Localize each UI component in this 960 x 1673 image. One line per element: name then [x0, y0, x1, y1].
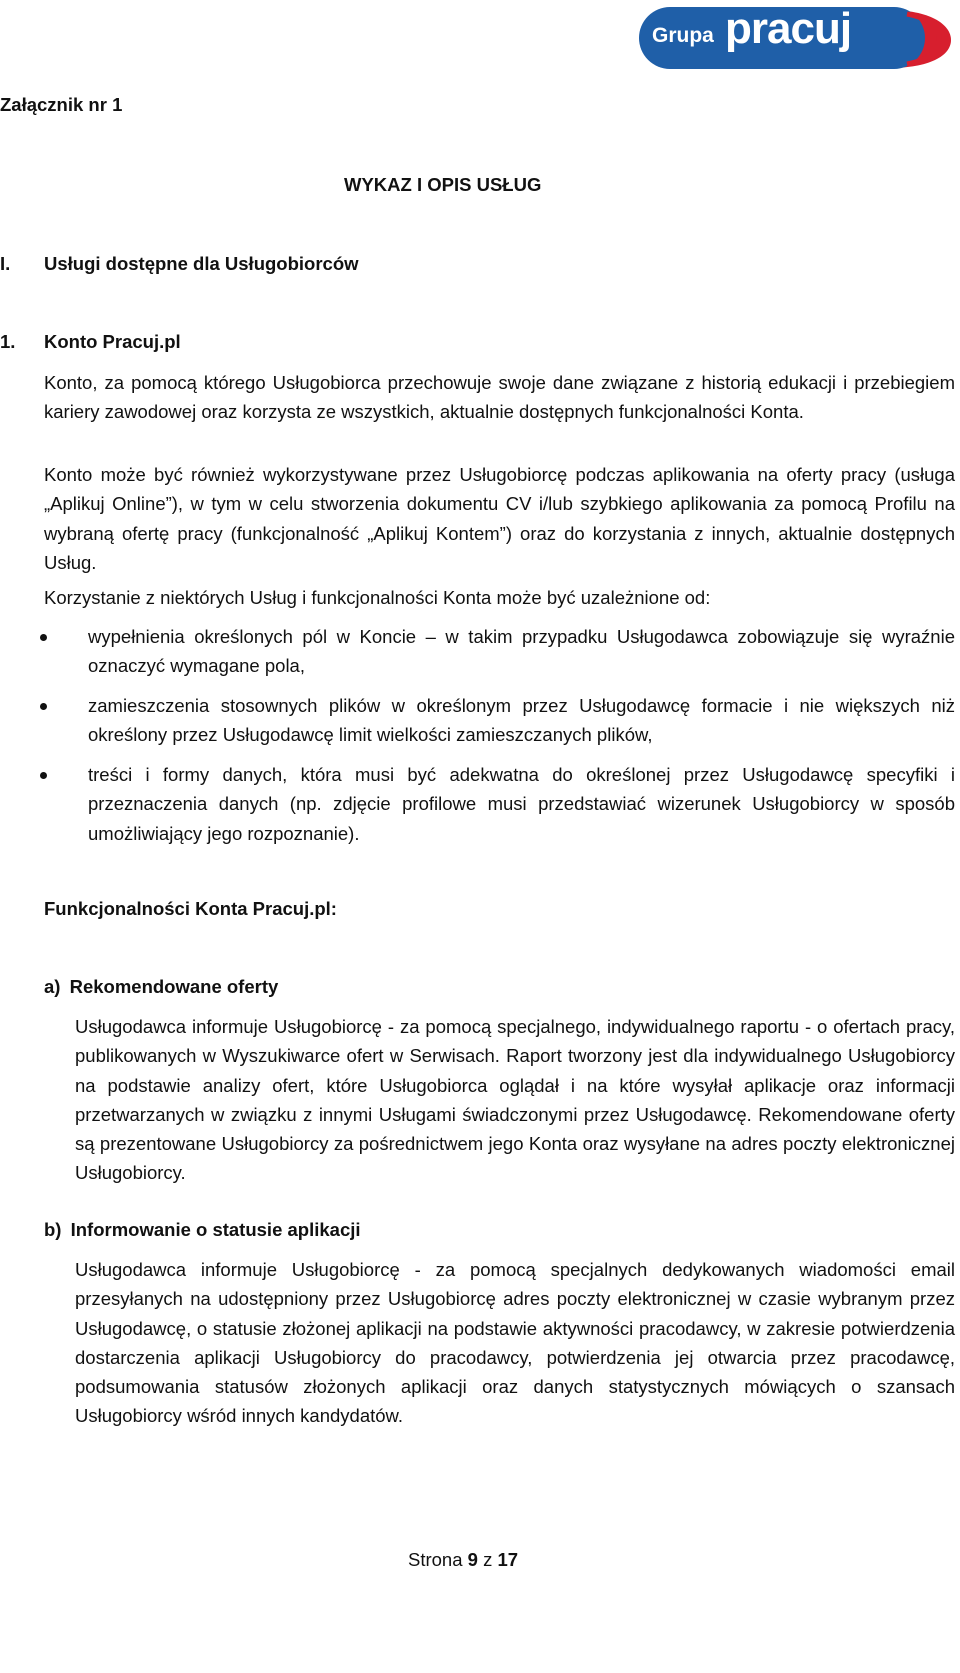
attachment-label: Załącznik nr 1 — [0, 94, 123, 115]
paragraph-dependency-intro: Korzystanie z niektórych Usług i funkcjonalności Konta może być uzależnione od: — [44, 587, 711, 608]
feature-b-label: b) — [44, 1219, 62, 1240]
paragraph-konto-usage: Konto może być również wykorzystywane przez Usługobiorcę podczas aplikowania na oferty pracy (usługa „Aplikuj Online”), w tym w celu stworzenia dokumentu CV i/lub szybkiego aplikowania za pomocą Profilu na wybraną ofertę pracy (funkcjonalność „Aplikuj Kontem”) oraz do korzystania z innych, aktualnie dostępnych Usług. — [44, 464, 955, 573]
section-title: Usługi dostępne dla Usługobiorców — [44, 253, 359, 274]
feature-a-title: Rekomendowane oferty — [69, 976, 279, 997]
page-total: 17 — [497, 1549, 519, 1570]
logo-word-grupa: Grupa — [652, 24, 714, 47]
page-prefix: Strona — [408, 1549, 463, 1570]
section-heading — [0, 253, 359, 275]
section-number: I. — [0, 253, 11, 274]
item-number: 1. — [0, 331, 16, 352]
document-title: WYKAZ I OPIS USŁUG — [344, 174, 542, 195]
bullet-icon — [40, 703, 47, 710]
feature-a-heading — [44, 976, 278, 998]
feature-a-label: a) — [44, 976, 61, 997]
feature-b-heading — [44, 1219, 361, 1241]
page-number — [408, 1549, 518, 1571]
logo-word-pracuj: pracuj — [725, 4, 852, 53]
page-separator: z — [483, 1549, 493, 1570]
item-heading — [0, 331, 181, 353]
feature-a-text: Usługodawca informuje Usługobiorcę - za pomocą specjalnego, indywidualnego raportu - o ofertach pracy, publikowanych w Wyszukiwarce ofert w Serwisach. Raport tworzony jest dla indywidualnego Usługobiorcy na podstawie analizy ofert, które Usługobiorca oglądał i na które wysyłał aplikacje oraz informacji przetwarzanych w związku z innymi Usługami świadczonymi przez Usługodawcę. Rekomendowane oferty są prezentowane Usługobiorcy za pośrednictwem jego Konta oraz wysyłane na adres poczty elektronicznej Usługobiorcy. — [75, 1016, 955, 1184]
feature-b-text: Usługodawca informuje Usługobiorcę - za pomocą specjalnych dedykowanych wiadomości email przesyłanych na udostępniony przez Usługobiorcę adres poczty elektronicznej w czasie wybranym przez Usługodawcę, o statusie złożonej aplikacji na podstawie aktywności pracodawcy, w zakresie potwierdzenia dostarczenia aplikacji Usługobiorcy do pracodawcy, potwierdzenia jej otwarcia przez pracodawcę, podsumowania statusów złożonych aplikacji oraz danych statystycznych mówiących o szansach Usługobiorcy wśród innych kandydatów. — [75, 1259, 955, 1427]
bullet-text: wypełnienia określonych pól w Koncie – w takim przypadku Usługodawca zobowiązuje się wyraźnie oznaczyć wymagane pola, — [88, 626, 955, 677]
features-heading: Funkcjonalności Konta Pracuj.pl: — [44, 898, 337, 919]
bullet-icon — [40, 772, 47, 779]
paragraph-konto-description: Konto, za pomocą którego Usługobiorca przechowuje swoje dane związane z historią edukacji i przebiegiem kariery zawodowej oraz korzysta ze wszystkich, aktualnie dostępnych funkcjonalności Konta. — [44, 372, 955, 423]
item-title: Konto Pracuj.pl — [44, 331, 181, 352]
bullet-text: zamieszczenia stosownych plików w określonym przez Usługodawcę formacie i nie większych niż określony przez Usługodawcę limit wielkości zamieszczanych plików, — [88, 695, 955, 746]
bullet-icon — [40, 634, 47, 641]
bullet-text: treści i formy danych, która musi być adekwatna do określonej przez Usługodawcę specyfiki i przeznaczenia danych (np. zdjęcie profilowe musi przedstawiać wizerunek Usługobiorcy w sposób umożliwiający jego rozpoznanie). — [88, 764, 955, 844]
page-current: 9 — [467, 1549, 478, 1570]
grupa-pracuj-logo — [639, 4, 953, 72]
feature-b-title: Informowanie o statusie aplikacji — [70, 1219, 361, 1240]
